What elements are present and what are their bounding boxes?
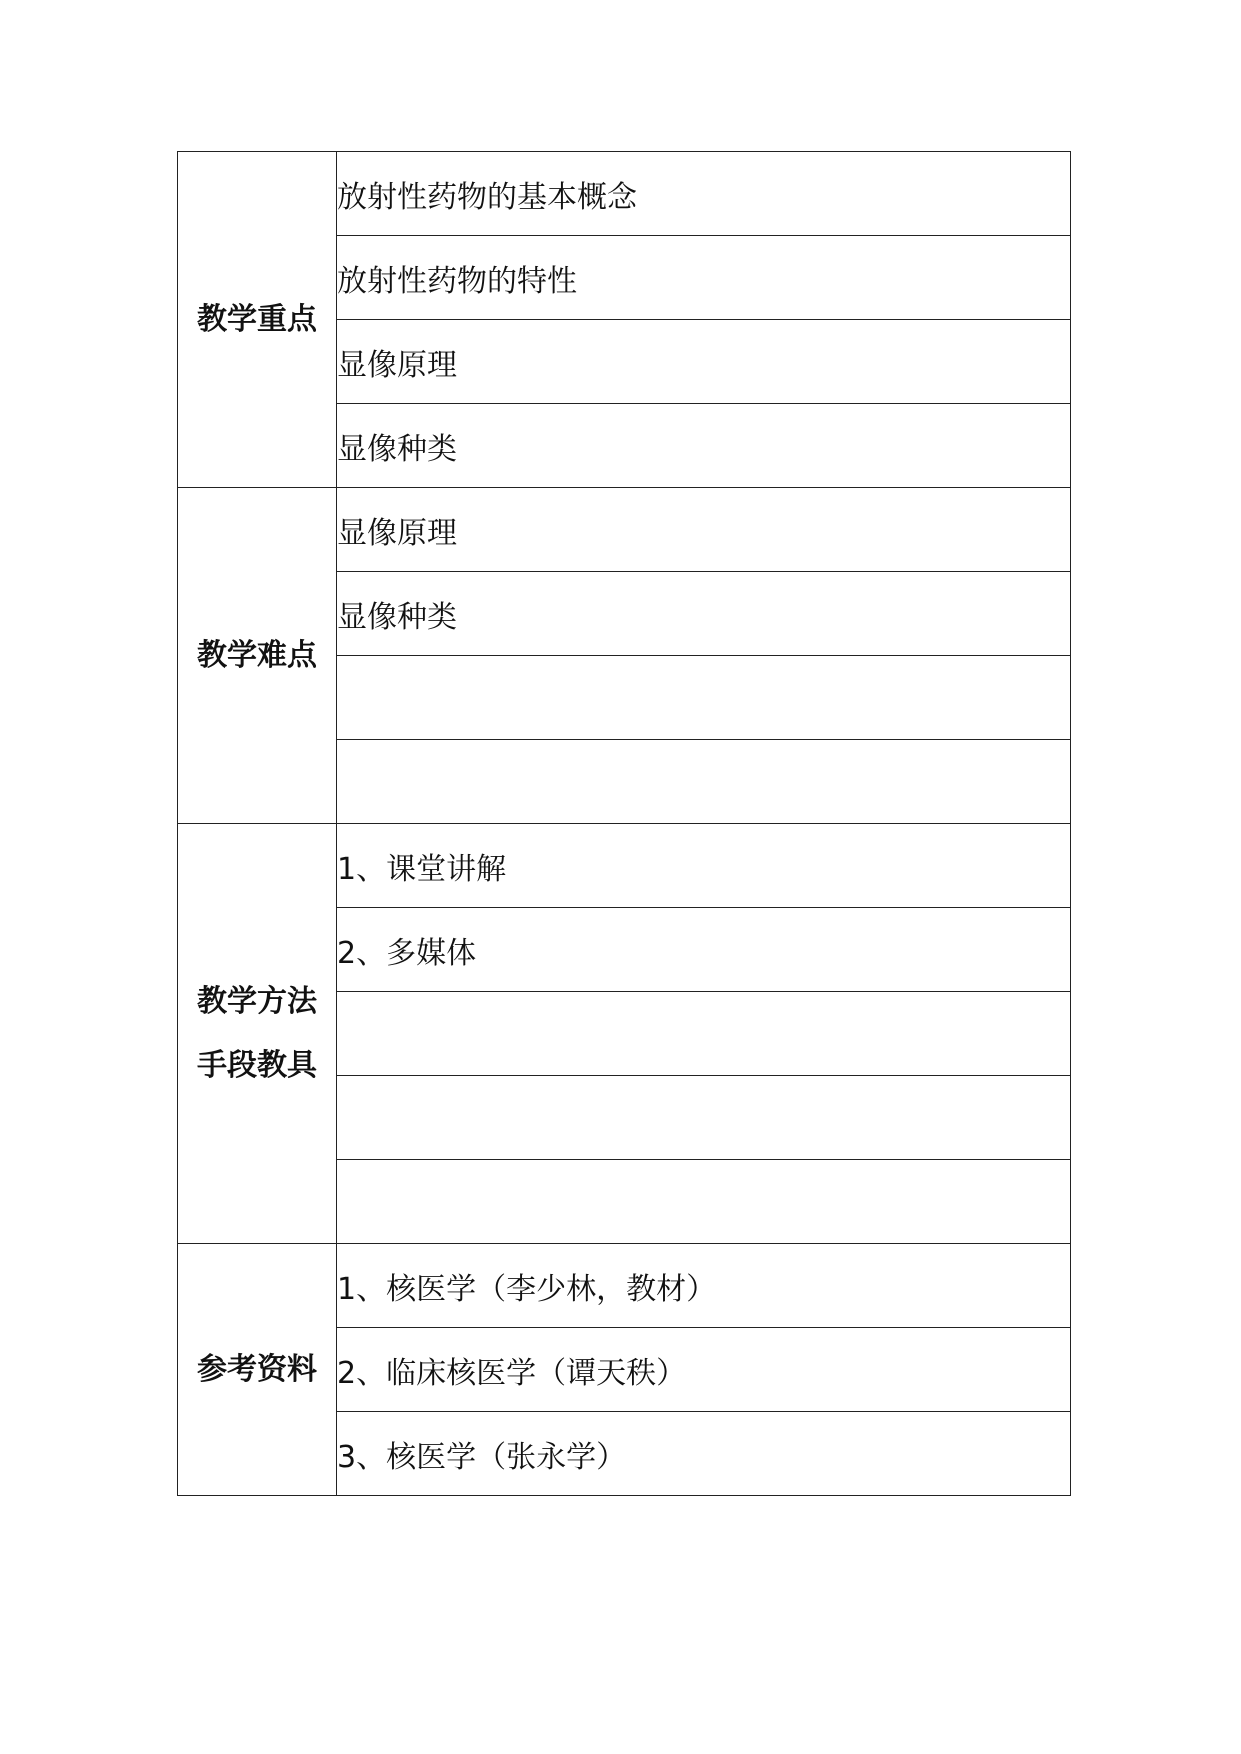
content-cell — [337, 740, 1071, 824]
content-cell: 显像种类 — [337, 572, 1071, 656]
content-cell: 2、临床核医学（谭天秩） — [337, 1328, 1071, 1412]
content-cell: 显像原理 — [337, 488, 1071, 572]
content-cell: 放射性药物的基本概念 — [337, 152, 1071, 236]
section-label-text: 参考资料 — [197, 1351, 317, 1387]
section-label-references — [178, 1244, 337, 1496]
section-label-text: 教学重点 — [197, 301, 317, 337]
table-row — [178, 1244, 1071, 1328]
content-cell — [337, 1076, 1071, 1160]
lesson-plan-table — [177, 151, 1071, 1496]
content-cell — [337, 992, 1071, 1076]
content-cell: 显像原理 — [337, 320, 1071, 404]
content-cell: 显像种类 — [337, 404, 1071, 488]
content-cell: 放射性药物的特性 — [337, 236, 1071, 320]
content-cell: 2、多媒体 — [337, 908, 1071, 992]
section-label-methods — [178, 824, 337, 1244]
content-cell: 1、课堂讲解 — [337, 824, 1071, 908]
table-row — [178, 488, 1071, 572]
content-cell — [337, 656, 1071, 740]
content-cell — [337, 1160, 1071, 1244]
table-row — [178, 824, 1071, 908]
table-row — [178, 152, 1071, 236]
content-cell: 3、核医学（张永学） — [337, 1412, 1071, 1496]
content-cell: 1、核医学（李少林，教材） — [337, 1244, 1071, 1328]
section-label-key-points — [178, 152, 337, 488]
section-label-text: 手段教具 — [197, 1047, 317, 1083]
section-label-text: 教学难点 — [197, 637, 317, 673]
section-label-text: 教学方法 — [197, 983, 317, 1019]
section-label-difficulties — [178, 488, 337, 824]
